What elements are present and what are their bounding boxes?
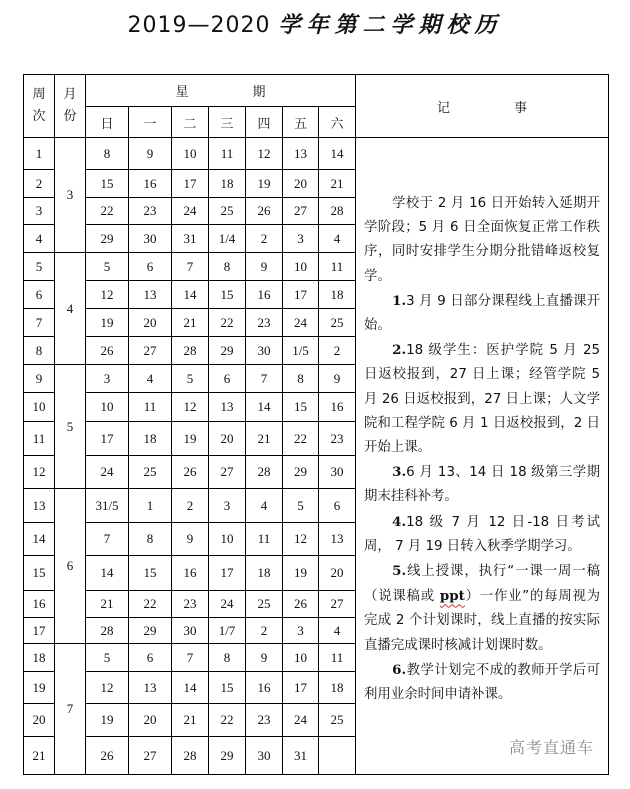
day-cell: 10 bbox=[86, 393, 129, 422]
week-number: 15 bbox=[24, 556, 55, 591]
day-cell: 17 bbox=[283, 281, 319, 309]
note-item bbox=[364, 289, 600, 338]
day-cell: 16 bbox=[172, 556, 209, 591]
day-cell: 16 bbox=[319, 393, 356, 422]
note-number: 4. bbox=[392, 513, 407, 530]
note-text: 教学计划完不成的教师开学后可利用业余时间申请补课。 bbox=[364, 662, 601, 703]
month-header-bottom: 份 bbox=[63, 109, 77, 124]
week-number: 18 bbox=[24, 644, 55, 672]
day-cell: 25 bbox=[319, 309, 356, 337]
day-cell: 17 bbox=[86, 422, 129, 456]
day-cell: 31 bbox=[283, 737, 319, 775]
day-cell: 5 bbox=[283, 489, 319, 523]
day-cell: 28 bbox=[172, 337, 209, 365]
day-cell: 29 bbox=[283, 456, 319, 489]
week-number: 3 bbox=[24, 198, 55, 225]
weekday-header-6: 六 bbox=[319, 107, 356, 138]
day-cell: 8 bbox=[129, 523, 172, 556]
day-cell: 27 bbox=[319, 591, 356, 618]
day-cell: 7 bbox=[172, 253, 209, 281]
weekday-header-3: 三 bbox=[209, 107, 246, 138]
week-number: 17 bbox=[24, 618, 55, 644]
weekday-header-0: 日 bbox=[86, 107, 129, 138]
day-cell: 16 bbox=[246, 281, 283, 309]
day-cell: 19 bbox=[283, 556, 319, 591]
day-cell: 18 bbox=[319, 281, 356, 309]
day-cell: 10 bbox=[172, 138, 209, 170]
day-cell: 29 bbox=[86, 225, 129, 253]
day-cell: 13 bbox=[319, 523, 356, 556]
day-cell: 15 bbox=[86, 170, 129, 198]
day-cell: 7 bbox=[246, 365, 283, 393]
day-cell: 25 bbox=[319, 704, 356, 737]
day-cell: 22 bbox=[209, 704, 246, 737]
day-cell: 23 bbox=[172, 591, 209, 618]
day-cell: 11 bbox=[129, 393, 172, 422]
day-cell: 30 bbox=[129, 225, 172, 253]
day-cell: 26 bbox=[86, 737, 129, 775]
day-cell: 15 bbox=[209, 281, 246, 309]
note-text: 18 级学生：医护学院 5 月 25 日返校报到，27 日上课；经管学院 5 月 26 日返校报到，27 日上课；人文学院和工程学院 6 月 1 日返校报到，2 日开始上课。 bbox=[364, 343, 601, 456]
day-cell: 13 bbox=[283, 138, 319, 170]
notes-cell bbox=[356, 138, 609, 775]
note-item bbox=[364, 658, 600, 707]
day-cell: 5 bbox=[86, 644, 129, 672]
day-cell: 14 bbox=[172, 672, 209, 704]
week-number: 21 bbox=[24, 737, 55, 775]
day-cell: 4 bbox=[319, 618, 356, 644]
day-cell: 8 bbox=[209, 644, 246, 672]
day-cell: 27 bbox=[209, 456, 246, 489]
day-cell: 16 bbox=[246, 672, 283, 704]
day-cell: 25 bbox=[209, 198, 246, 225]
title-text: 学年第二学期校历 bbox=[278, 12, 503, 38]
day-cell: 3 bbox=[283, 225, 319, 253]
day-cell: 21 bbox=[172, 704, 209, 737]
title-years: 2019—2020 bbox=[127, 13, 271, 38]
day-cell: 26 bbox=[283, 591, 319, 618]
day-cell: 19 bbox=[246, 170, 283, 198]
day-cell: 21 bbox=[86, 591, 129, 618]
day-cell: 1/7 bbox=[209, 618, 246, 644]
day-cell: 14 bbox=[172, 281, 209, 309]
day-cell: 2 bbox=[246, 618, 283, 644]
weekday-header-1: 一 bbox=[129, 107, 172, 138]
day-cell: 2 bbox=[319, 337, 356, 365]
day-cell: 8 bbox=[86, 138, 129, 170]
week-number: 20 bbox=[24, 704, 55, 737]
page-title bbox=[0, 8, 630, 39]
weekday-header-5: 五 bbox=[283, 107, 319, 138]
day-cell: 24 bbox=[283, 309, 319, 337]
day-cell: 17 bbox=[209, 556, 246, 591]
day-cell: 26 bbox=[86, 337, 129, 365]
note-number: 3. bbox=[392, 464, 407, 481]
week-number: 16 bbox=[24, 591, 55, 618]
day-cell: 18 bbox=[209, 170, 246, 198]
day-cell: 30 bbox=[246, 737, 283, 775]
day-cell: 14 bbox=[86, 556, 129, 591]
day-cell bbox=[319, 737, 356, 775]
week-number: 7 bbox=[24, 309, 55, 337]
note-number: 6. bbox=[392, 661, 407, 678]
day-cell: 17 bbox=[283, 672, 319, 704]
day-cell: 6 bbox=[209, 365, 246, 393]
note-text: 3 月 9 日部分课程线上直播课开始。 bbox=[364, 293, 601, 334]
day-cell: 13 bbox=[129, 281, 172, 309]
day-cell: 1/5 bbox=[283, 337, 319, 365]
day-cell: 11 bbox=[319, 253, 356, 281]
week-number: 12 bbox=[24, 456, 55, 489]
note-text: 18 级 7 月 12 日-18 日考试周， 7 月 19 日转入秋季学期学习。 bbox=[364, 514, 601, 554]
notes-header-right: 事 bbox=[514, 100, 528, 116]
day-cell: 27 bbox=[283, 198, 319, 225]
day-cell: 25 bbox=[129, 456, 172, 489]
day-cell: 15 bbox=[129, 556, 172, 591]
note-number: 1. bbox=[392, 292, 407, 309]
day-cell: 6 bbox=[129, 644, 172, 672]
day-cell: 20 bbox=[283, 170, 319, 198]
week-header-bottom: 次 bbox=[32, 109, 46, 124]
day-cell: 9 bbox=[319, 365, 356, 393]
day-cell: 30 bbox=[172, 618, 209, 644]
day-cell: 3 bbox=[283, 618, 319, 644]
day-cell: 19 bbox=[86, 704, 129, 737]
day-cell: 8 bbox=[209, 253, 246, 281]
day-cell: 14 bbox=[246, 393, 283, 422]
day-cell: 24 bbox=[283, 704, 319, 737]
day-cell: 30 bbox=[246, 337, 283, 365]
day-cell: 13 bbox=[129, 672, 172, 704]
day-cell: 6 bbox=[319, 489, 356, 523]
week-number: 2 bbox=[24, 170, 55, 198]
week-header-top: 周 bbox=[32, 87, 46, 102]
day-cell: 24 bbox=[209, 591, 246, 618]
day-cell: 8 bbox=[283, 365, 319, 393]
day-cell: 9 bbox=[172, 523, 209, 556]
day-cell: 20 bbox=[319, 556, 356, 591]
day-cell: 30 bbox=[319, 456, 356, 489]
day-cell: 26 bbox=[246, 198, 283, 225]
week-column-header bbox=[24, 75, 55, 138]
month-cell: 5 bbox=[55, 365, 86, 489]
notes-header bbox=[356, 75, 609, 138]
day-cell: 9 bbox=[246, 253, 283, 281]
note-item bbox=[364, 460, 600, 509]
day-cell: 10 bbox=[209, 523, 246, 556]
note-number: 5. bbox=[392, 563, 407, 580]
day-cell: 4 bbox=[319, 225, 356, 253]
day-cell: 5 bbox=[172, 365, 209, 393]
weekday-group-right: 期 bbox=[252, 85, 266, 100]
day-cell: 22 bbox=[209, 309, 246, 337]
day-cell: 28 bbox=[319, 198, 356, 225]
note-item bbox=[364, 510, 600, 559]
day-cell: 4 bbox=[129, 365, 172, 393]
day-cell: 18 bbox=[319, 672, 356, 704]
day-cell: 7 bbox=[86, 523, 129, 556]
note-item bbox=[364, 559, 600, 658]
weekday-header-4: 四 bbox=[246, 107, 283, 138]
month-cell: 6 bbox=[55, 489, 86, 644]
week-row bbox=[24, 138, 609, 170]
day-cell: 23 bbox=[319, 422, 356, 456]
day-cell: 21 bbox=[246, 422, 283, 456]
day-cell: 20 bbox=[129, 704, 172, 737]
day-cell: 26 bbox=[172, 456, 209, 489]
day-cell: 13 bbox=[209, 393, 246, 422]
day-cell: 21 bbox=[319, 170, 356, 198]
day-cell: 19 bbox=[86, 309, 129, 337]
watermark: 高考直通车 bbox=[509, 737, 595, 757]
day-cell: 28 bbox=[172, 737, 209, 775]
day-cell: 29 bbox=[209, 737, 246, 775]
day-cell: 21 bbox=[172, 309, 209, 337]
day-cell: 18 bbox=[246, 556, 283, 591]
day-cell: 5 bbox=[86, 253, 129, 281]
day-cell: 27 bbox=[129, 337, 172, 365]
day-cell: 28 bbox=[246, 456, 283, 489]
week-number: 8 bbox=[24, 337, 55, 365]
day-cell: 2 bbox=[246, 225, 283, 253]
day-cell: 11 bbox=[209, 138, 246, 170]
weekday-header-2: 二 bbox=[172, 107, 209, 138]
day-cell: 2 bbox=[172, 489, 209, 523]
note-spellcheck-word: ppt bbox=[439, 588, 465, 605]
day-cell: 3 bbox=[86, 365, 129, 393]
day-cell: 16 bbox=[129, 170, 172, 198]
week-number: 10 bbox=[24, 393, 55, 422]
week-number: 9 bbox=[24, 365, 55, 393]
notes-header-left: 记 bbox=[437, 100, 451, 116]
day-cell: 29 bbox=[129, 618, 172, 644]
day-cell: 1/4 bbox=[209, 225, 246, 253]
note-text: 6 月 13、14 日 18 级第三学期期末挂科补考。 bbox=[364, 465, 601, 505]
day-cell: 11 bbox=[319, 644, 356, 672]
month-cell: 3 bbox=[55, 138, 86, 253]
day-cell: 4 bbox=[246, 489, 283, 523]
day-cell: 23 bbox=[246, 309, 283, 337]
day-cell: 17 bbox=[172, 170, 209, 198]
note-text: 线上授课，执行“一课一周一稿（说课稿或 bbox=[364, 564, 601, 605]
day-cell: 12 bbox=[86, 281, 129, 309]
week-number: 1 bbox=[24, 138, 55, 170]
day-cell: 25 bbox=[246, 591, 283, 618]
day-cell: 12 bbox=[86, 672, 129, 704]
school-calendar-table bbox=[23, 74, 609, 775]
day-cell: 15 bbox=[283, 393, 319, 422]
week-number: 6 bbox=[24, 281, 55, 309]
month-header-top: 月 bbox=[63, 87, 77, 102]
day-cell: 19 bbox=[172, 422, 209, 456]
day-cell: 20 bbox=[209, 422, 246, 456]
day-cell: 9 bbox=[246, 644, 283, 672]
weekday-group-left: 星 bbox=[175, 85, 189, 100]
month-cell: 4 bbox=[55, 253, 86, 365]
day-cell: 31 bbox=[172, 225, 209, 253]
day-cell: 9 bbox=[129, 138, 172, 170]
day-cell: 12 bbox=[246, 138, 283, 170]
day-cell: 18 bbox=[129, 422, 172, 456]
day-cell: 11 bbox=[246, 523, 283, 556]
day-cell: 31/5 bbox=[86, 489, 129, 523]
day-cell: 15 bbox=[209, 672, 246, 704]
week-number: 11 bbox=[24, 422, 55, 456]
week-number: 5 bbox=[24, 253, 55, 281]
day-cell: 1 bbox=[129, 489, 172, 523]
day-cell: 24 bbox=[172, 198, 209, 225]
note-text: ）一作业”的每周视为完成 2 个计划课时，线上直播的按实际直播完成课时核减计划课时数。 bbox=[364, 589, 601, 653]
day-cell: 6 bbox=[129, 253, 172, 281]
week-number: 14 bbox=[24, 523, 55, 556]
day-cell: 22 bbox=[86, 198, 129, 225]
notes-intro: 学校于 2 月 16 日开始转入延期开学阶段；5 月 6 日全面恢复正常工作秩序，同时安排学生分期分批错峰返校复学。 bbox=[364, 196, 601, 284]
day-cell: 28 bbox=[86, 618, 129, 644]
day-cell: 24 bbox=[86, 456, 129, 489]
week-number: 13 bbox=[24, 489, 55, 523]
month-cell: 7 bbox=[55, 644, 86, 775]
day-cell: 12 bbox=[172, 393, 209, 422]
day-cell: 27 bbox=[129, 737, 172, 775]
day-cell: 7 bbox=[172, 644, 209, 672]
day-cell: 23 bbox=[129, 198, 172, 225]
day-cell: 29 bbox=[209, 337, 246, 365]
weekday-group-header bbox=[86, 75, 356, 107]
day-cell: 20 bbox=[129, 309, 172, 337]
day-cell: 3 bbox=[209, 489, 246, 523]
day-cell: 23 bbox=[246, 704, 283, 737]
day-cell: 22 bbox=[283, 422, 319, 456]
day-cell: 14 bbox=[319, 138, 356, 170]
day-cell: 22 bbox=[129, 591, 172, 618]
month-column-header bbox=[55, 75, 86, 138]
week-number: 19 bbox=[24, 672, 55, 704]
note-item bbox=[364, 338, 600, 460]
day-cell: 12 bbox=[283, 523, 319, 556]
day-cell: 10 bbox=[283, 253, 319, 281]
day-cell: 10 bbox=[283, 644, 319, 672]
week-number: 4 bbox=[24, 225, 55, 253]
note-number: 2. bbox=[392, 342, 407, 359]
